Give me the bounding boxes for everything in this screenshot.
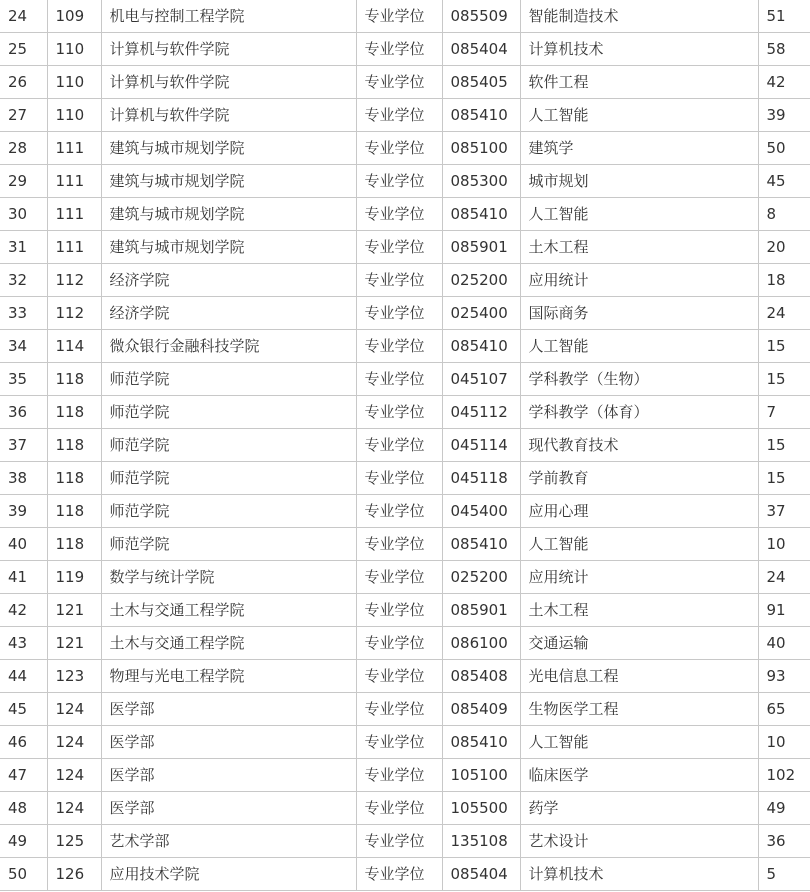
school-code-cell: 111 [47,231,101,264]
major-name-cell: 学科教学（体育） [520,396,758,429]
major-name-cell: 交通运输 [520,627,758,660]
quota-cell: 18 [758,264,810,297]
quota-cell: 8 [758,198,810,231]
table-row [0,165,810,198]
degree-type-cell: 专业学位 [356,99,442,132]
school-code-cell: 118 [47,462,101,495]
table-row [0,429,810,462]
school-code-cell: 118 [47,429,101,462]
major-name-cell: 计算机技术 [520,858,758,891]
school-name-cell: 师范学院 [101,462,356,495]
row-index-cell: 47 [0,759,47,792]
quota-cell: 91 [758,594,810,627]
row-index-cell: 24 [0,0,47,33]
major-name-cell: 人工智能 [520,99,758,132]
school-code-cell: 114 [47,330,101,363]
degree-type-cell: 专业学位 [356,231,442,264]
major-code-cell: 025400 [442,297,520,330]
school-code-cell: 125 [47,825,101,858]
school-code-cell: 111 [47,198,101,231]
school-code-cell: 110 [47,33,101,66]
quota-cell: 39 [758,99,810,132]
quota-cell: 36 [758,825,810,858]
school-name-cell: 经济学院 [101,264,356,297]
row-index-cell: 35 [0,363,47,396]
quota-cell: 58 [758,33,810,66]
school-name-cell: 物理与光电工程学院 [101,660,356,693]
school-name-cell: 经济学院 [101,297,356,330]
major-code-cell: 085408 [442,660,520,693]
school-code-cell: 118 [47,528,101,561]
major-name-cell: 土木工程 [520,594,758,627]
quota-cell: 15 [758,363,810,396]
table-row [0,99,810,132]
quota-cell: 37 [758,495,810,528]
major-name-cell: 人工智能 [520,330,758,363]
degree-type-cell: 专业学位 [356,132,442,165]
row-index-cell: 34 [0,330,47,363]
table-row [0,396,810,429]
row-index-cell: 40 [0,528,47,561]
quota-cell: 40 [758,627,810,660]
school-name-cell: 建筑与城市规划学院 [101,132,356,165]
row-index-cell: 49 [0,825,47,858]
school-name-cell: 应用技术学院 [101,858,356,891]
major-name-cell: 计算机技术 [520,33,758,66]
major-code-cell: 135108 [442,825,520,858]
quota-cell: 42 [758,66,810,99]
school-name-cell: 计算机与软件学院 [101,99,356,132]
major-name-cell: 临床医学 [520,759,758,792]
table-row [0,627,810,660]
major-name-cell: 艺术设计 [520,825,758,858]
degree-type-cell: 专业学位 [356,363,442,396]
table-row [0,858,810,891]
table-row [0,561,810,594]
major-name-cell: 光电信息工程 [520,660,758,693]
degree-type-cell: 专业学位 [356,594,442,627]
school-name-cell: 医学部 [101,792,356,825]
school-code-cell: 109 [47,0,101,33]
table-row [0,528,810,561]
row-index-cell: 39 [0,495,47,528]
table-row [0,264,810,297]
row-index-cell: 45 [0,693,47,726]
school-code-cell: 111 [47,132,101,165]
row-index-cell: 25 [0,33,47,66]
degree-type-cell: 专业学位 [356,264,442,297]
quota-cell: 24 [758,297,810,330]
table-row [0,660,810,693]
major-code-cell: 085409 [442,693,520,726]
degree-type-cell: 专业学位 [356,297,442,330]
school-name-cell: 土木与交通工程学院 [101,627,356,660]
major-code-cell: 085410 [442,528,520,561]
degree-type-cell: 专业学位 [356,165,442,198]
major-code-cell: 045118 [442,462,520,495]
major-name-cell: 现代教育技术 [520,429,758,462]
table-row [0,495,810,528]
school-name-cell: 医学部 [101,759,356,792]
degree-type-cell: 专业学位 [356,462,442,495]
row-index-cell: 44 [0,660,47,693]
table-row [0,462,810,495]
school-name-cell: 微众银行金融科技学院 [101,330,356,363]
major-name-cell: 城市规划 [520,165,758,198]
quota-cell: 65 [758,693,810,726]
major-name-cell: 学前教育 [520,462,758,495]
school-name-cell: 医学部 [101,693,356,726]
row-index-cell: 46 [0,726,47,759]
school-name-cell: 建筑与城市规划学院 [101,198,356,231]
school-name-cell: 数学与统计学院 [101,561,356,594]
degree-type-cell: 专业学位 [356,693,442,726]
school-name-cell: 计算机与软件学院 [101,33,356,66]
school-name-cell: 建筑与城市规划学院 [101,231,356,264]
quota-cell: 102 [758,759,810,792]
major-code-cell: 105100 [442,759,520,792]
school-name-cell: 土木与交通工程学院 [101,594,356,627]
row-index-cell: 27 [0,99,47,132]
major-code-cell: 045112 [442,396,520,429]
quota-cell: 45 [758,165,810,198]
major-name-cell: 人工智能 [520,528,758,561]
major-code-cell: 085100 [442,132,520,165]
school-name-cell: 师范学院 [101,396,356,429]
degree-type-cell: 专业学位 [356,627,442,660]
major-name-cell: 国际商务 [520,297,758,330]
school-name-cell: 师范学院 [101,495,356,528]
row-index-cell: 48 [0,792,47,825]
major-code-cell: 105500 [442,792,520,825]
major-code-cell: 085300 [442,165,520,198]
degree-type-cell: 专业学位 [356,858,442,891]
major-code-cell: 045114 [442,429,520,462]
table-row [0,0,810,33]
table-row [0,297,810,330]
row-index-cell: 29 [0,165,47,198]
major-name-cell: 建筑学 [520,132,758,165]
quota-cell: 15 [758,462,810,495]
major-name-cell: 土木工程 [520,231,758,264]
major-code-cell: 085405 [442,66,520,99]
table-row [0,726,810,759]
table-row [0,759,810,792]
school-name-cell: 计算机与软件学院 [101,66,356,99]
school-name-cell: 医学部 [101,726,356,759]
degree-type-cell: 专业学位 [356,396,442,429]
row-index-cell: 38 [0,462,47,495]
major-code-cell: 085410 [442,99,520,132]
table-row [0,231,810,264]
degree-type-cell: 专业学位 [356,198,442,231]
major-name-cell: 药学 [520,792,758,825]
school-code-cell: 118 [47,495,101,528]
major-name-cell: 软件工程 [520,66,758,99]
major-code-cell: 025200 [442,561,520,594]
quota-cell: 24 [758,561,810,594]
quota-cell: 15 [758,330,810,363]
school-name-cell: 艺术学部 [101,825,356,858]
major-code-cell: 085901 [442,231,520,264]
major-name-cell: 人工智能 [520,726,758,759]
degree-type-cell: 专业学位 [356,792,442,825]
degree-type-cell: 专业学位 [356,330,442,363]
major-name-cell: 智能制造技术 [520,0,758,33]
row-index-cell: 30 [0,198,47,231]
major-code-cell: 085404 [442,33,520,66]
table-row [0,792,810,825]
school-name-cell: 机电与控制工程学院 [101,0,356,33]
row-index-cell: 41 [0,561,47,594]
row-index-cell: 32 [0,264,47,297]
quota-cell: 50 [758,132,810,165]
school-code-cell: 124 [47,693,101,726]
major-code-cell: 085901 [442,594,520,627]
degree-type-cell: 专业学位 [356,0,442,33]
degree-type-cell: 专业学位 [356,33,442,66]
major-name-cell: 应用统计 [520,561,758,594]
quota-cell: 51 [758,0,810,33]
table-row [0,198,810,231]
quota-cell: 15 [758,429,810,462]
table-row [0,33,810,66]
school-code-cell: 118 [47,396,101,429]
school-code-cell: 121 [47,594,101,627]
school-code-cell: 126 [47,858,101,891]
school-name-cell: 建筑与城市规划学院 [101,165,356,198]
table-row [0,66,810,99]
major-code-cell: 086100 [442,627,520,660]
school-name-cell: 师范学院 [101,363,356,396]
major-code-cell: 085404 [442,858,520,891]
degree-type-cell: 专业学位 [356,429,442,462]
row-index-cell: 42 [0,594,47,627]
school-code-cell: 110 [47,66,101,99]
quota-cell: 10 [758,528,810,561]
school-code-cell: 112 [47,264,101,297]
row-index-cell: 43 [0,627,47,660]
major-name-cell: 应用心理 [520,495,758,528]
row-index-cell: 50 [0,858,47,891]
row-index-cell: 31 [0,231,47,264]
row-index-cell: 36 [0,396,47,429]
major-code-cell: 045400 [442,495,520,528]
quota-cell: 93 [758,660,810,693]
degree-type-cell: 专业学位 [356,825,442,858]
table-row [0,693,810,726]
table-row [0,594,810,627]
table-row [0,132,810,165]
school-code-cell: 124 [47,726,101,759]
quota-cell: 7 [758,396,810,429]
school-code-cell: 124 [47,792,101,825]
major-name-cell: 应用统计 [520,264,758,297]
school-code-cell: 119 [47,561,101,594]
quota-cell: 5 [758,858,810,891]
school-code-cell: 112 [47,297,101,330]
degree-type-cell: 专业学位 [356,66,442,99]
degree-type-cell: 专业学位 [356,759,442,792]
degree-type-cell: 专业学位 [356,660,442,693]
school-code-cell: 118 [47,363,101,396]
row-index-cell: 28 [0,132,47,165]
major-name-cell: 人工智能 [520,198,758,231]
major-code-cell: 045107 [442,363,520,396]
degree-type-cell: 专业学位 [356,528,442,561]
row-index-cell: 26 [0,66,47,99]
school-name-cell: 师范学院 [101,429,356,462]
major-code-cell: 085509 [442,0,520,33]
row-index-cell: 37 [0,429,47,462]
school-code-cell: 111 [47,165,101,198]
table-row [0,363,810,396]
table-row [0,330,810,363]
school-code-cell: 110 [47,99,101,132]
quota-cell: 20 [758,231,810,264]
row-index-cell: 33 [0,297,47,330]
degree-type-cell: 专业学位 [356,561,442,594]
quota-cell: 10 [758,726,810,759]
major-code-cell: 085410 [442,330,520,363]
major-name-cell: 学科教学（生物） [520,363,758,396]
major-code-cell: 085410 [442,726,520,759]
degree-type-cell: 专业学位 [356,495,442,528]
major-name-cell: 生物医学工程 [520,693,758,726]
school-code-cell: 124 [47,759,101,792]
major-code-cell: 085410 [442,198,520,231]
school-code-cell: 121 [47,627,101,660]
table-row [0,825,810,858]
school-name-cell: 师范学院 [101,528,356,561]
degree-type-cell: 专业学位 [356,726,442,759]
school-code-cell: 123 [47,660,101,693]
quota-cell: 49 [758,792,810,825]
major-code-cell: 025200 [442,264,520,297]
